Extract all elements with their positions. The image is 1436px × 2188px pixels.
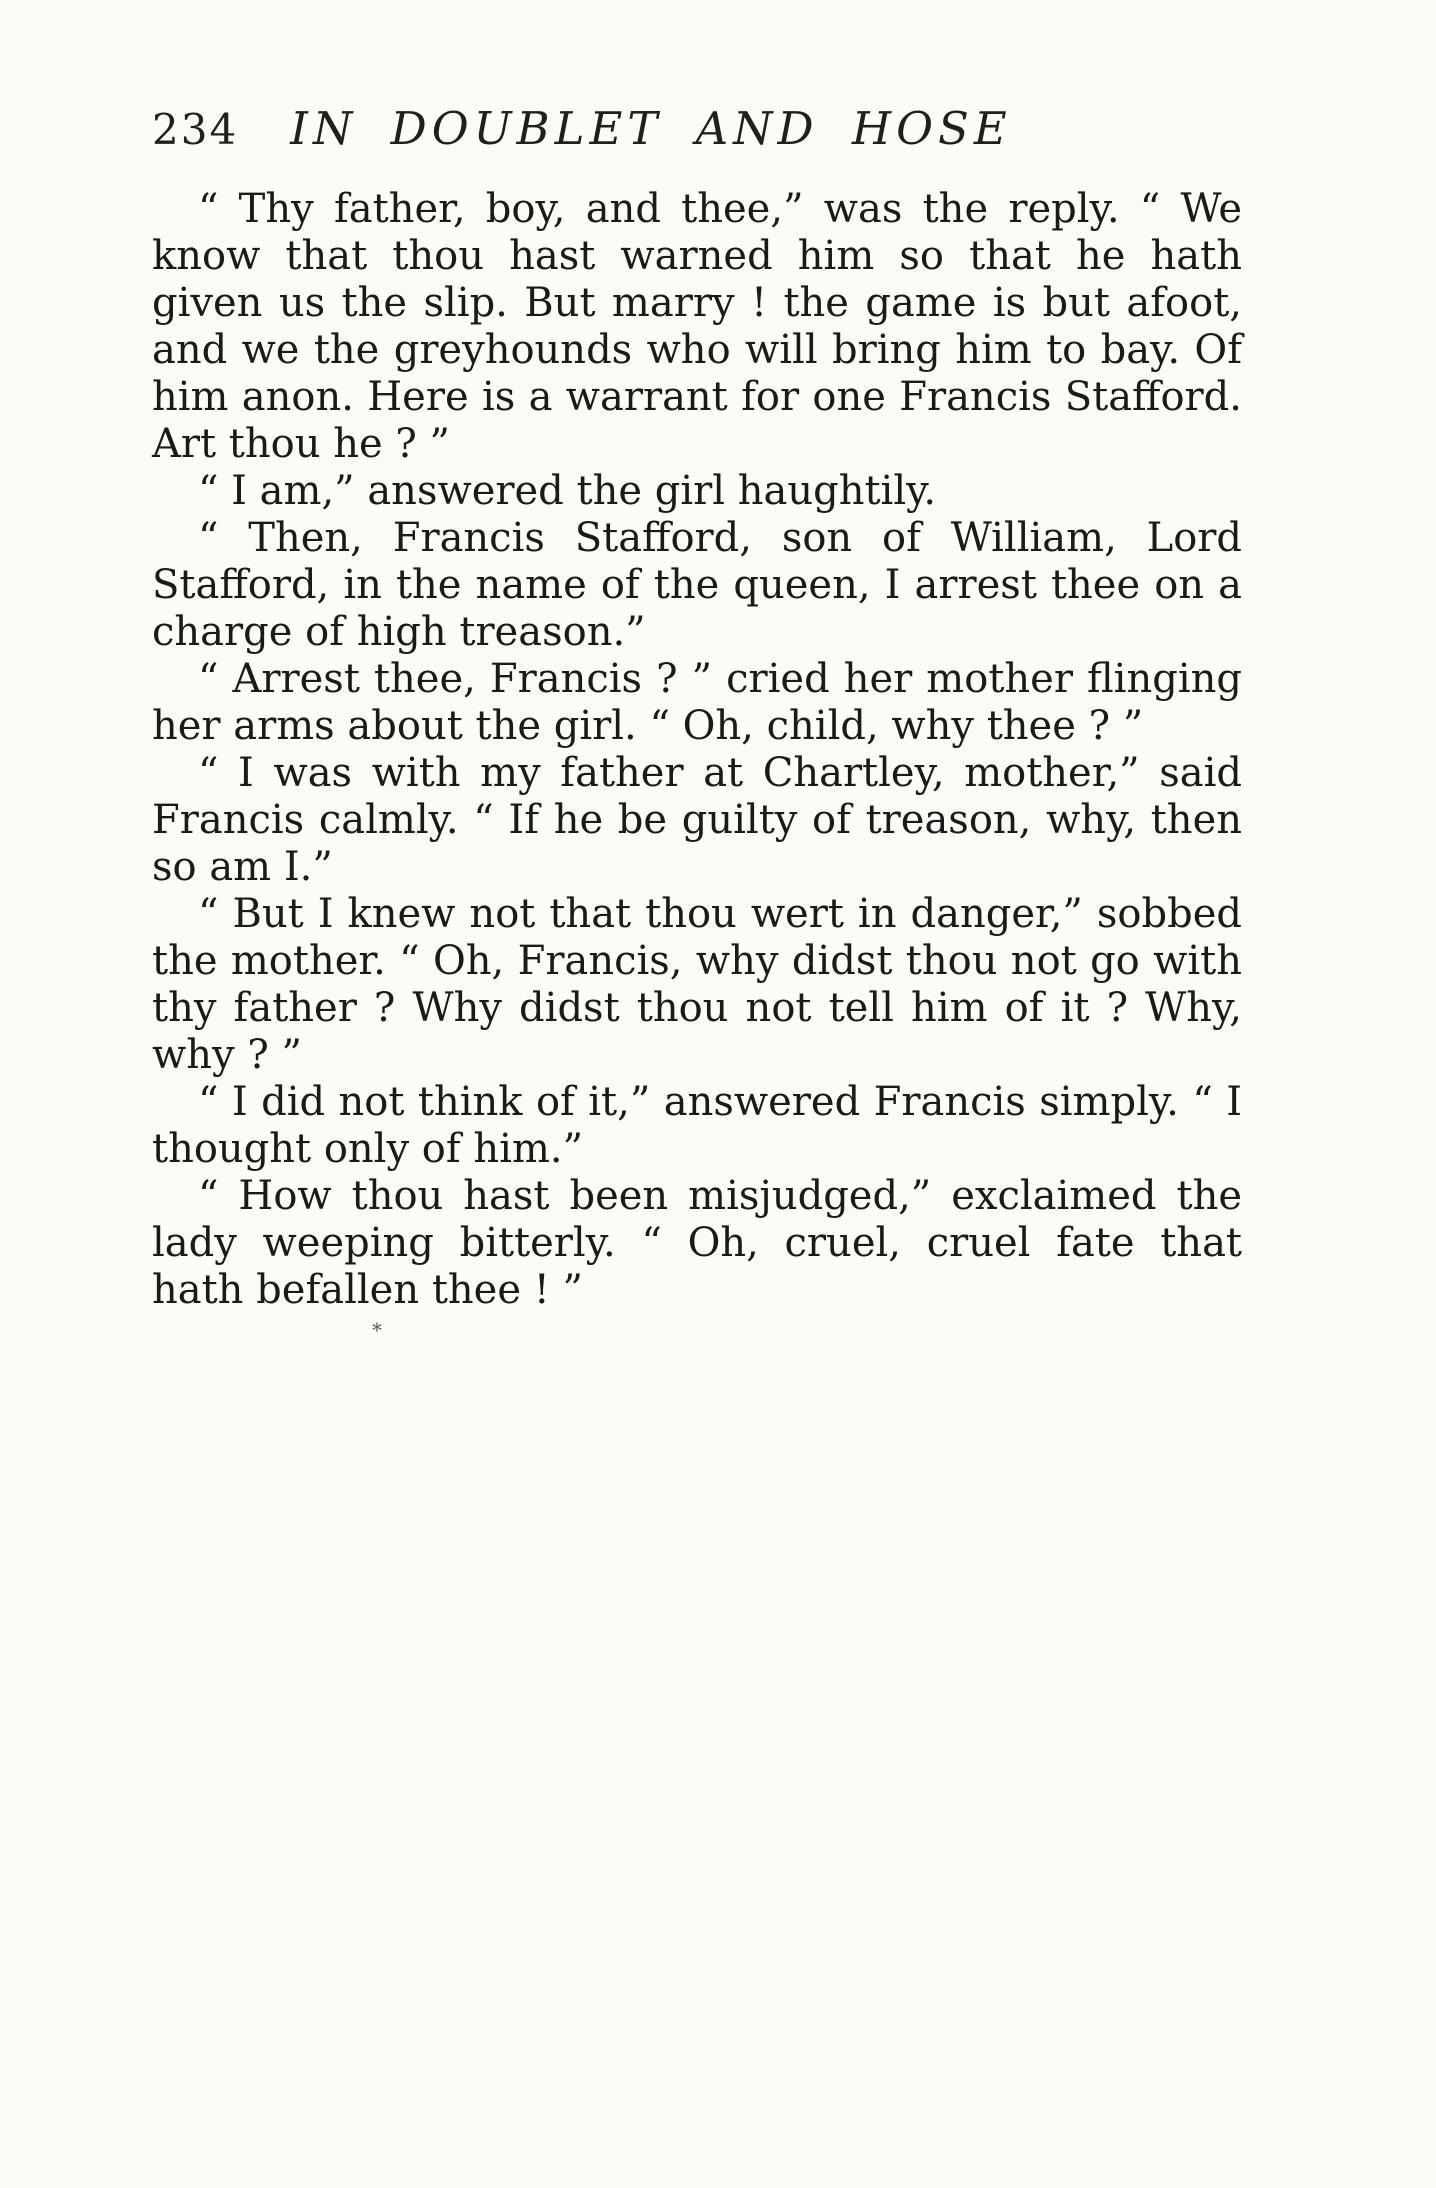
printers-mark: * [372, 1318, 382, 1342]
page-number: 234 [152, 105, 239, 154]
paragraph: “ Thy father, boy, and thee,” was the reply. “ We know that thou hast warned him so that he hath given us the slip. But marry ! the game is but afoot, and we the greyhounds who will bring him to bay. Of him anon. Here is a warrant for one Francis Stafford. Art thou he ? ” [152, 186, 1242, 467]
running-title: IN DOUBLET AND HOSE [290, 102, 1012, 155]
paragraph: “ How thou hast been misjudged,” exclaimed the lady weeping bitterly. “ Oh, cruel, cruel fate that hath befallen thee ! ” [152, 1173, 1242, 1313]
paragraph: “ Then, Francis Stafford, son of William, Lord Stafford, in the name of the queen, I arrest thee on a charge of high treason.” [152, 515, 1242, 655]
paragraph: “ I am,” answered the girl haughtily. [198, 468, 937, 514]
body-text [152, 186, 1242, 1314]
paragraph: “ I did not think of it,” answered Francis simply. “ I thought only of him.” [152, 1079, 1242, 1172]
paragraph: “ But I knew not that thou wert in danger,” sobbed the mother. “ Oh, Francis, why didst thou not go with thy father ? Why didst thou not tell him of it ? Why, why ? ” [152, 891, 1242, 1078]
paragraph: “ Arrest thee, Francis ? ” cried her mother flinging her arms about the girl. “ Oh, child, why thee ? ” [152, 656, 1242, 749]
page-header [152, 102, 1242, 155]
paragraph: “ I was with my father at Chartley, mother,” said Francis calmly. “ If he be guilty of treason, why, then so am I.” [152, 750, 1242, 890]
